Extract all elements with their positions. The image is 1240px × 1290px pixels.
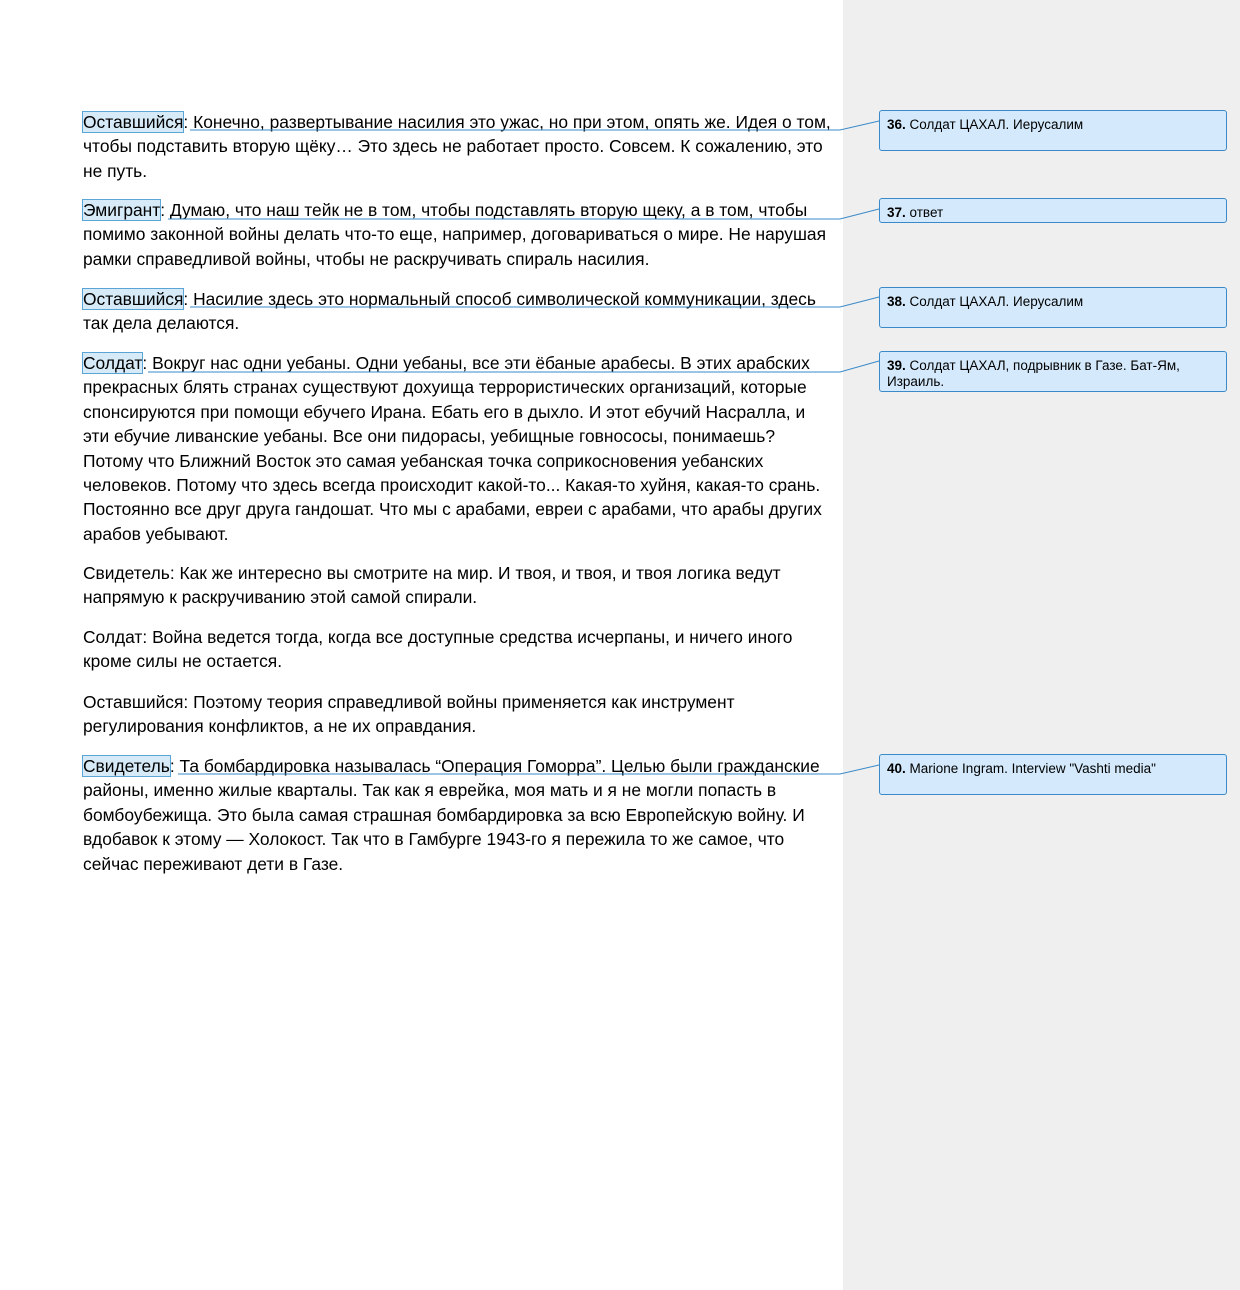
paragraph-text: : Конечно, развертывание насилия это ужас, но при этом, опять же. Идея о том, чтобы подставить вторую щёку… Это здесь не работает просто. Совсем. К сожалению, это не путь. xyxy=(83,112,831,181)
comment-text: ответ xyxy=(905,205,944,220)
comment-margin xyxy=(843,0,1240,1290)
dialogue-paragraph xyxy=(83,198,835,271)
paragraph-text: : Вокруг нас одни уебаны. Одни уебаны, все эти ёбаные арабесы. В этих арабских прекрасных блять странах существуют дохуища террористических организаций, которые спонсируются при помощи ебучего Ирана. Ебать его в дыхло. И этот ебучий Насралла, и эти ебучие ливанские уебаны. Все они пидорасы, уебищные говнососы, понимаешь? Потому что Ближний Восток это самая уебанская точка соприкосновения уебанских человеков. Потому что здесь всегда происходит какой-то... Какая-то хуйня, какая-то срань. Постоянно все друг друга гандошат. Что мы с арабами, евреи с арабами, что арабы других арабов уебывают. xyxy=(83,353,822,544)
comment-box[interactable] xyxy=(879,110,1227,151)
comment-text: Солдат ЦАХАЛ. Иерусалим xyxy=(905,294,1084,309)
comment-number: 36. xyxy=(887,117,906,132)
comment-box[interactable] xyxy=(879,287,1227,328)
paragraph-text: : Насилие здесь это нормальный способ символической коммуникации, здесь так дела делаются. xyxy=(83,289,816,334)
paragraph-text: : Поэтому теория справедливой войны применяется как инструмент регулирования конфликтов, а не их оправдания. xyxy=(83,692,735,737)
comment-text: Солдат ЦАХАЛ. Иерусалим xyxy=(905,117,1084,132)
comment-box[interactable] xyxy=(879,198,1227,223)
dialogue-paragraph xyxy=(83,690,835,739)
speaker-name: Солдат xyxy=(83,627,143,647)
comment-number: 38. xyxy=(887,294,906,309)
paragraph-text: : Война ведется тогда, когда все доступные средства исчерпаны, и ничего иного кроме силы не остается. xyxy=(83,627,793,672)
comment-number: 39. xyxy=(887,358,906,373)
comment-text: Солдат ЦАХАЛ, подрывник в Газе. Бат-Ям, Израиль. xyxy=(887,358,1180,389)
speaker-name: Свидетель xyxy=(83,563,170,583)
paragraph-text: : Думаю, что наш тейк не в том, чтобы подставлять вторую щеку, а в том, чтобы помимо законной войны делать что-то еще, например, договариваться о мире. Не нарушая рамки справедливой войны, чтобы не раскручивать спираль насилия. xyxy=(83,200,826,269)
comment-number: 40. xyxy=(887,761,906,776)
comment-box[interactable] xyxy=(879,351,1227,392)
dialogue-paragraph xyxy=(83,287,835,336)
comment-box[interactable] xyxy=(879,754,1227,795)
comment-number: 37. xyxy=(887,205,906,220)
dialogue-paragraph xyxy=(83,625,835,674)
speaker-name: Оставшийся xyxy=(83,692,184,712)
speaker-name[interactable]: Эмигрант xyxy=(83,200,161,220)
dialogue-paragraph xyxy=(83,754,835,876)
dialogue-paragraph xyxy=(83,561,835,610)
speaker-name[interactable]: Солдат xyxy=(83,353,143,373)
dialogue-paragraph xyxy=(83,351,835,546)
speaker-name[interactable]: Свидетель xyxy=(83,756,170,776)
dialogue-paragraph xyxy=(83,110,835,183)
comment-text: Marione Ingram. Interview "Vashti media" xyxy=(905,761,1156,776)
paragraph-text: : Как же интересно вы смотрите на мир. И твоя, и твоя, и твоя логика ведут напрямую к раскручиванию этой самой спирали. xyxy=(83,563,781,608)
speaker-name[interactable]: Оставшийся xyxy=(83,289,184,309)
speaker-name[interactable]: Оставшийся xyxy=(83,112,184,132)
paragraph-text: : Та бомбардировка называлась “Операция Гоморра”. Целью были гражданские районы, именно жилые кварталы. Так как я еврейка, моя мать и я не могли попасть в бомбоубежища. Это была самая страшная бомбардировка за всю Европейскую войну. И вдобавок к этому — Холокост. Так что в Гамбурге 1943-го я пережила то же самое, что сейчас переживают дети в Газе. xyxy=(83,756,820,874)
